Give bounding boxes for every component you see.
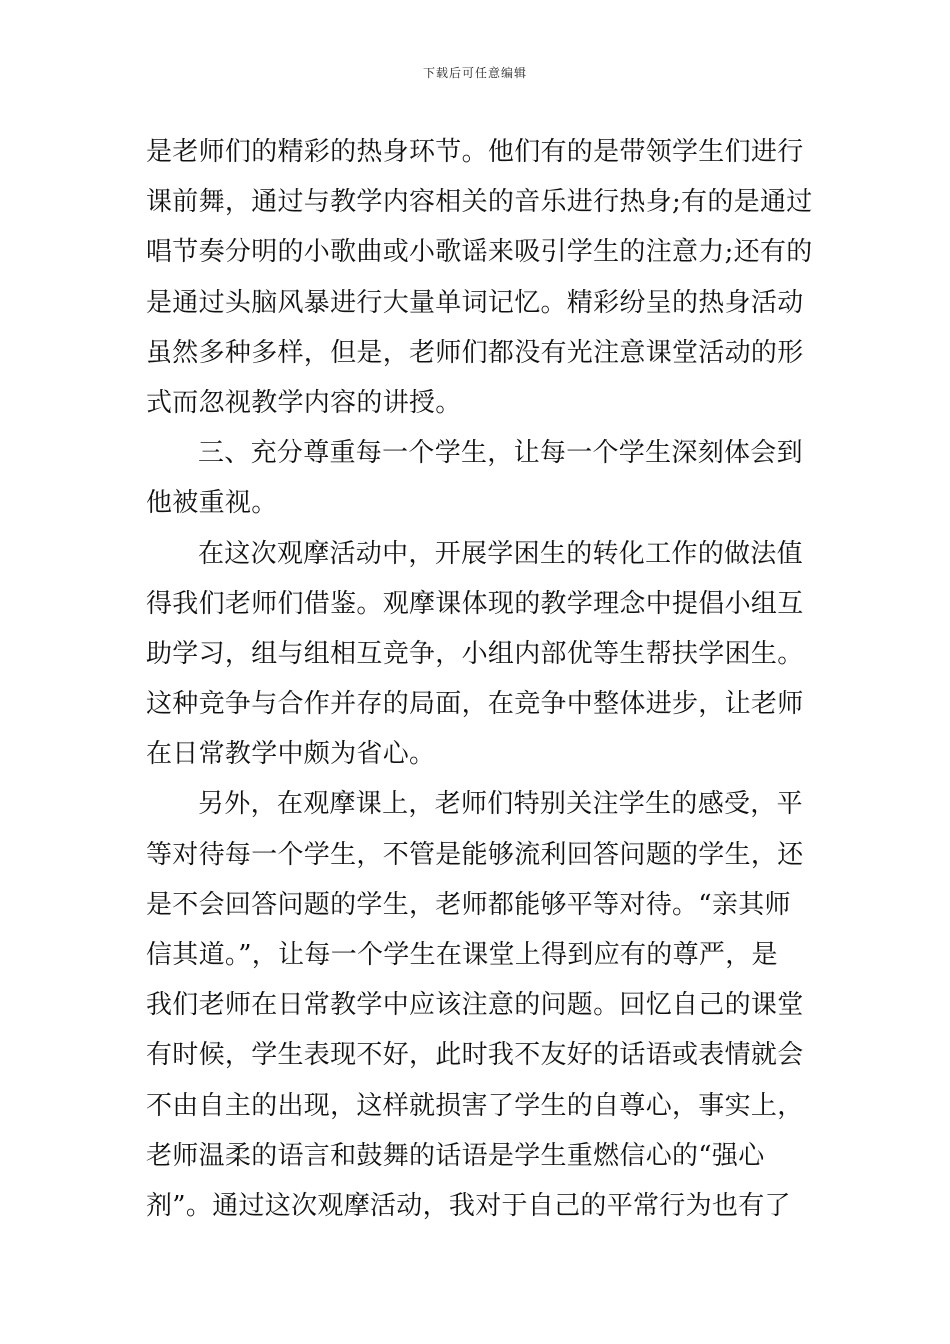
text-line: 得我们老师们借鉴。观摩课体现的教学理念中提倡小组互 <box>146 588 804 619</box>
section-heading: 三、充分尊重每一个学生，让每一个学生深刻体会到 <box>198 438 803 469</box>
text-line: 我们老师在日常教学中应该注意的问题。回忆自己的课堂 <box>146 990 804 1021</box>
text-line: 课前舞，通过与教学内容相关的音乐进行热身;有的是通过 <box>146 187 813 218</box>
paragraph-start: 在这次观摩活动中，开展学困生的转化工作的做法值 <box>198 538 803 569</box>
body-text <box>146 127 826 1231</box>
text-line: 在日常教学中颇为省心。 <box>146 739 436 770</box>
text-line: 老师温柔的语言和鼓舞的话语是学生重燃信心的“强心 <box>146 1140 765 1171</box>
page-header: 下载后可任意编辑 <box>422 66 527 80</box>
text-line: 是通过头脑风暴进行大量单词记忆。精彩纷呈的热身活动 <box>146 287 804 318</box>
text-line: 式而忽视教学内容的讲授。 <box>146 387 462 418</box>
text-line: 是老师们的精彩的热身环节。他们有的是带领学生们进行 <box>146 137 804 167</box>
text-line: 这种竞争与合作并存的局面，在竞争中整体进步，让老师 <box>146 689 804 720</box>
text-line: 助学习，组与组相互竞争，小组内部优等生帮扶学困生。 <box>146 638 804 669</box>
section-heading-continued: 他被重视。 <box>146 488 278 519</box>
text-line: 等对待每一个学生，不管是能够流利回答问题的学生，还 <box>146 839 804 870</box>
text-line: 信其道。”，让每一个学生在课堂上得到应有的尊严，是 <box>146 940 778 970</box>
text-line: 不由自主的出现，这样就损害了学生的自尊心，事实上， <box>146 1090 804 1121</box>
paragraph-start: 另外，在观摩课上，老师们特别关注学生的感受，平 <box>198 789 803 820</box>
text-line: 剂”。通过这次观摩活动，我对于自己的平常行为也有了 <box>146 1190 791 1221</box>
text-line: 虽然多种多样，但是，老师们都没有光注意课堂活动的形 <box>146 337 804 368</box>
text-line: 有时候，学生表现不好，此时我不友好的话语或表情就会 <box>146 1040 804 1071</box>
text-line: 是不会回答问题的学生，老师都能够平等对待。“亲其师 <box>146 889 791 920</box>
text-line: 唱节奏分明的小歌曲或小歌谣来吸引学生的注意力;还有的 <box>146 237 813 268</box>
